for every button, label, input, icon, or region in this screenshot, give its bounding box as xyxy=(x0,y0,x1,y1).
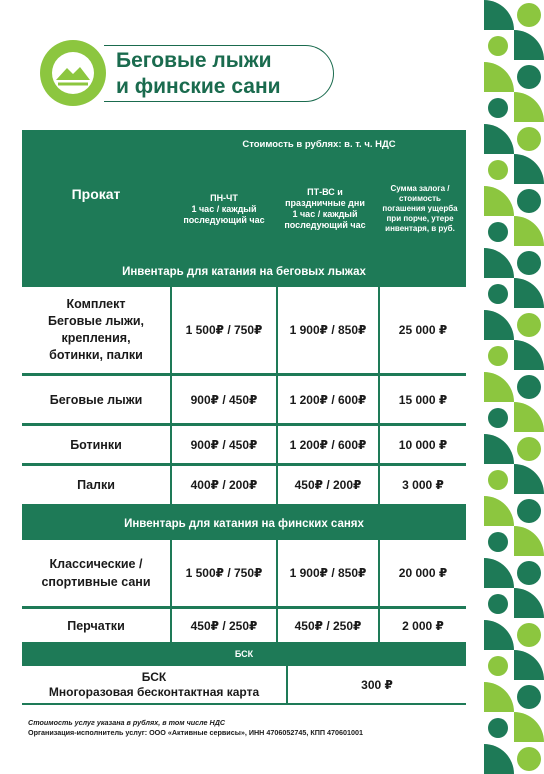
footer xyxy=(28,718,363,738)
decorative-pattern xyxy=(484,0,544,774)
ski-row-4-deposit: 3 000 ₽ xyxy=(380,466,466,504)
deco-shape xyxy=(484,558,514,588)
deco-shape xyxy=(484,744,514,774)
deco-dot xyxy=(517,251,541,275)
bsk-row-name: БСК Многоразовая бесконтактная карта xyxy=(22,666,286,703)
deco-dot xyxy=(488,284,508,304)
deco-dot xyxy=(488,346,508,366)
logo-icon xyxy=(40,40,106,106)
ski-row-2-weekend: 1 200₽ / 600₽ xyxy=(278,376,378,423)
deco-dot xyxy=(488,532,508,552)
deco-shape xyxy=(484,248,514,278)
ski-row-2-deposit: 15 000 ₽ xyxy=(380,376,466,423)
footer-note: Стоимость услуг указана в рублях, в том числе НДС xyxy=(28,718,226,727)
deco-shape xyxy=(514,30,544,60)
deco-dot xyxy=(517,437,541,461)
bsk-row-price: 300 ₽ xyxy=(288,666,466,703)
rental-header: Прокат xyxy=(22,130,170,257)
deco-dot xyxy=(488,36,508,56)
ski-row-1-name: Комплект Беговые лыжи, крепления, ботинки, палки xyxy=(22,287,170,373)
weekday-column-header: ПН-ЧТ 1 час / каждый последующий час xyxy=(172,161,276,257)
cost-header: Стоимость в рублях: в. т. ч. НДС xyxy=(172,130,466,159)
sled-row-2-deposit: 2 000 ₽ xyxy=(380,609,466,642)
deco-dot xyxy=(517,127,541,151)
deco-dot xyxy=(517,189,541,213)
deco-shape xyxy=(484,310,514,340)
sled-row-2-weekday: 450₽ / 250₽ xyxy=(172,609,276,642)
page-title xyxy=(116,48,281,100)
title-line-1: Беговые лыжи xyxy=(116,49,272,72)
deco-shape xyxy=(484,62,514,92)
sled-row-1-name: Классические / спортивные сани xyxy=(22,540,170,606)
deco-shape xyxy=(514,526,544,556)
deco-dot xyxy=(517,65,541,89)
deco-dot xyxy=(517,375,541,399)
section-bsk-header: БСК xyxy=(22,644,466,664)
deco-shape xyxy=(484,620,514,650)
deco-shape xyxy=(514,216,544,246)
ski-row-4-name: Палки xyxy=(22,466,170,504)
deco-shape xyxy=(484,682,514,712)
deco-shape xyxy=(514,402,544,432)
section-ski-header: Инвентарь для катания на беговых лыжах xyxy=(22,259,466,284)
ski-row-1-weekday: 1 500₽ / 750₽ xyxy=(172,287,276,373)
ski-row-1-weekend: 1 900₽ / 850₽ xyxy=(278,287,378,373)
deco-dot xyxy=(488,98,508,118)
deco-dot xyxy=(488,718,508,738)
deco-shape xyxy=(484,0,514,30)
deco-shape xyxy=(484,434,514,464)
sled-row-1-weekend: 1 900₽ / 850₽ xyxy=(278,540,378,606)
deco-shape xyxy=(514,278,544,308)
deco-dot xyxy=(517,313,541,337)
deco-dot xyxy=(488,222,508,242)
sled-row-1-weekday: 1 500₽ / 750₽ xyxy=(172,540,276,606)
deco-shape xyxy=(514,588,544,618)
deco-shape xyxy=(514,650,544,680)
deco-dot xyxy=(488,408,508,428)
deco-shape xyxy=(484,372,514,402)
deco-dot xyxy=(517,623,541,647)
ski-row-3-name: Ботинки xyxy=(22,426,170,463)
ski-row-3-deposit: 10 000 ₽ xyxy=(380,426,466,463)
sled-row-1-deposit: 20 000 ₽ xyxy=(380,540,466,606)
footer-org: Организация-исполнитель услуг: ООО «Активные сервисы», ИНН 4706052745, КПП 470601001 xyxy=(28,728,364,737)
deco-dot xyxy=(488,656,508,676)
deposit-column-header: Сумма залога / стоимость погашения ущерба при порче, утере инвентаря, в руб. xyxy=(374,161,466,257)
sled-row-2-name: Перчатки xyxy=(22,609,170,642)
deco-dot xyxy=(517,3,541,27)
ski-row-4-weekend: 450₽ / 200₽ xyxy=(278,466,378,504)
deco-dot xyxy=(488,470,508,490)
deco-dot xyxy=(488,594,508,614)
sled-row-2-weekend: 450₽ / 250₽ xyxy=(278,609,378,642)
weekend-column-header: ПТ-ВС и праздничные дни 1 час / каждый последующий час xyxy=(278,161,372,257)
ski-row-2-name: Беговые лыжи xyxy=(22,376,170,423)
ski-row-2-weekday: 900₽ / 450₽ xyxy=(172,376,276,423)
deco-dot xyxy=(488,160,508,180)
title-line-2: и финские сани xyxy=(116,75,281,98)
deco-shape xyxy=(514,92,544,122)
ski-row-1-deposit: 25 000 ₽ xyxy=(380,287,466,373)
deco-shape xyxy=(514,464,544,494)
deco-shape xyxy=(484,496,514,526)
deco-dot xyxy=(517,561,541,585)
deco-shape xyxy=(484,186,514,216)
price-table xyxy=(22,130,466,705)
section-sled-header: Инвентарь для катания на финских санях xyxy=(22,510,466,537)
deco-shape xyxy=(514,154,544,184)
deco-shape xyxy=(484,124,514,154)
ski-row-3-weekend: 1 200₽ / 600₽ xyxy=(278,426,378,463)
ski-row-3-weekday: 900₽ / 450₽ xyxy=(172,426,276,463)
deco-dot xyxy=(517,499,541,523)
deco-dot xyxy=(517,747,541,771)
deco-shape xyxy=(514,340,544,370)
ski-row-4-weekday: 400₽ / 200₽ xyxy=(172,466,276,504)
deco-shape xyxy=(514,712,544,742)
deco-dot xyxy=(517,685,541,709)
